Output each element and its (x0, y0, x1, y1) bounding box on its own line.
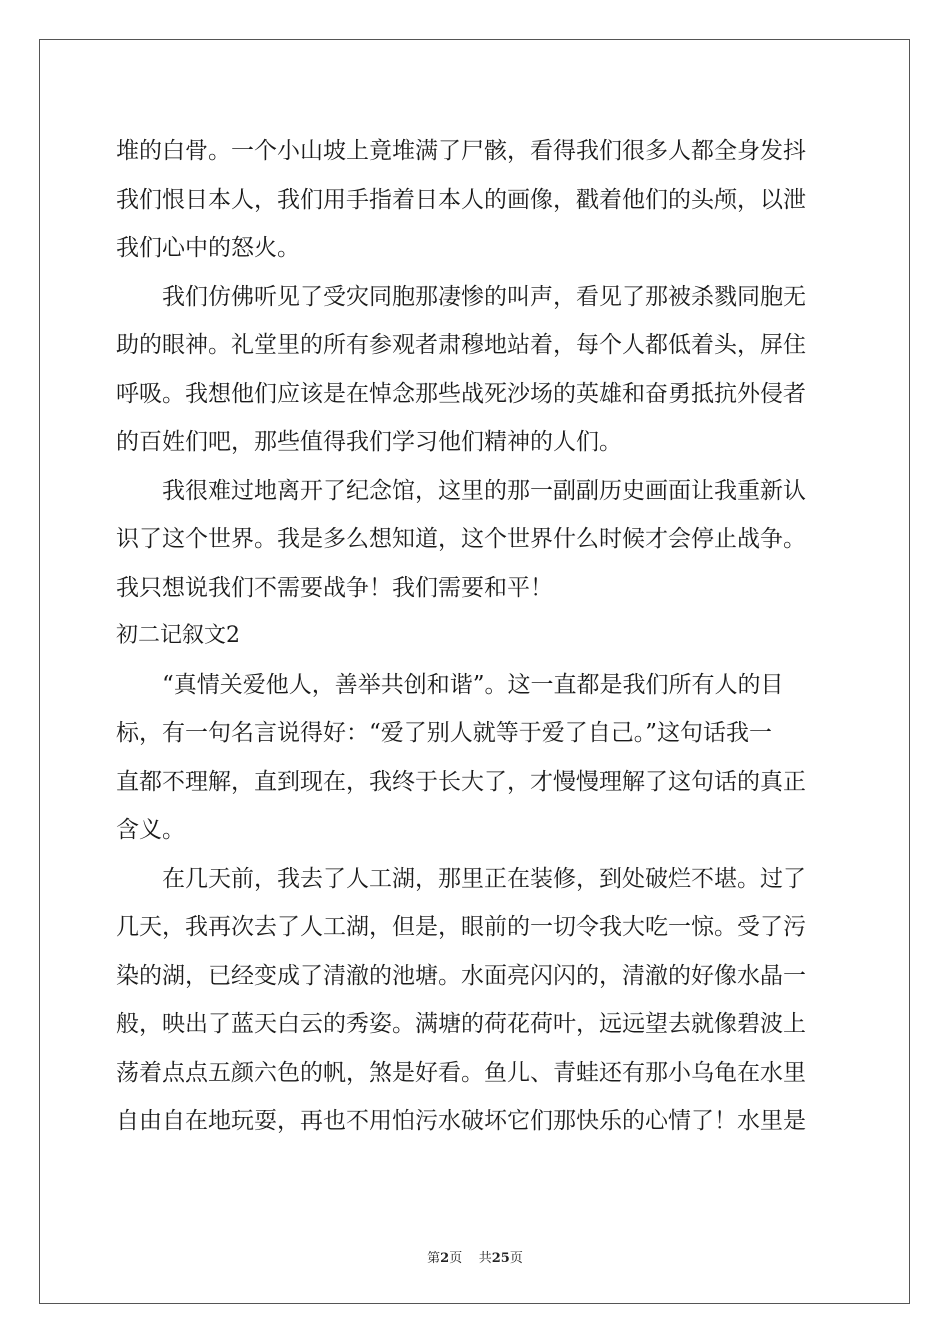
total-prefix: 共 (478, 1251, 492, 1266)
text-line: 含义。 (116, 817, 185, 843)
page-number: 2 (440, 1251, 450, 1266)
text-line: 我很难过地离开了纪念馆，这里的那一副副历史画面让我重新认 (162, 477, 806, 504)
page-prefix: 第 (427, 1251, 441, 1266)
text-line: 染的湖，已经变成了清澈的池塘。水面亮闪闪的，清澈的好像水晶一 (116, 962, 806, 989)
text-line: 我们心中的怒火。 (116, 235, 300, 261)
document-body (116, 127, 835, 1146)
text-line: 在几天前，我去了人工湖，那里正在装修，到处破烂不堪。过了 (162, 865, 806, 892)
text-line: 堆的白骨。一个小山坡上竟堆满了尸骸，看得我们很多人都全身发抖 (116, 138, 806, 164)
total-pages: 25 (491, 1251, 510, 1266)
text-line: 般，映出了蓝天白云的秀姿。满塘的荷花荷叶，远远望去就像碧波上 (116, 1011, 806, 1037)
text-line: 标，有一句名言说得好：“爱了别人就等于爱了自己。”这句话我一 (116, 720, 773, 746)
text-line: 我只想说我们不需要战争！我们需要和平！ (116, 574, 553, 601)
section-heading: 初二记叙文2 (116, 623, 240, 648)
text-line: 识了这个世界。我是多么想知道，这个世界什么时候才会停止战争。 (116, 526, 806, 552)
text-line: 我们恨日本人，我们用手指着日本人的画像，戳着他们的头颅，以泄 (116, 186, 806, 213)
page-footer (0, 1247, 950, 1266)
text-line: “真情关爱他人，善举共创和谐”。这一直都是我们所有人的目 (162, 671, 784, 698)
total-suffix: 页 (509, 1251, 523, 1266)
text-line: 自由自在地玩耍，再也不用怕污水破坏它们那快乐的心情了！水里是 (116, 1108, 806, 1134)
text-line: 几天，我再次去了人工湖，但是，眼前的一切令我大吃一惊。受了污 (116, 914, 806, 940)
text-line: 荡着点点五颜六色的帆，煞是好看。鱼儿、青蛙还有那小乌龟在水里 (116, 1059, 806, 1086)
text-line: 的百姓们吧，那些值得我们学习他们精神的人们。 (116, 429, 622, 455)
text-line: 直都不理解，直到现在，我终于长大了，才慢慢理解了这句话的真正 (116, 768, 806, 795)
page-suffix: 页 (449, 1251, 463, 1266)
text-line: 呼吸。我想他们应该是在悼念那些战死沙场的英雄和奋勇抵抗外侵者 (116, 380, 806, 407)
text-line: 我们仿佛听见了受灾同胞那凄惨的叫声，看见了那被杀戮同胞无 (162, 283, 806, 310)
text-line: 助的眼神。礼堂里的所有参观者肃穆地站着，每个人都低着头，屏住 (116, 332, 806, 358)
